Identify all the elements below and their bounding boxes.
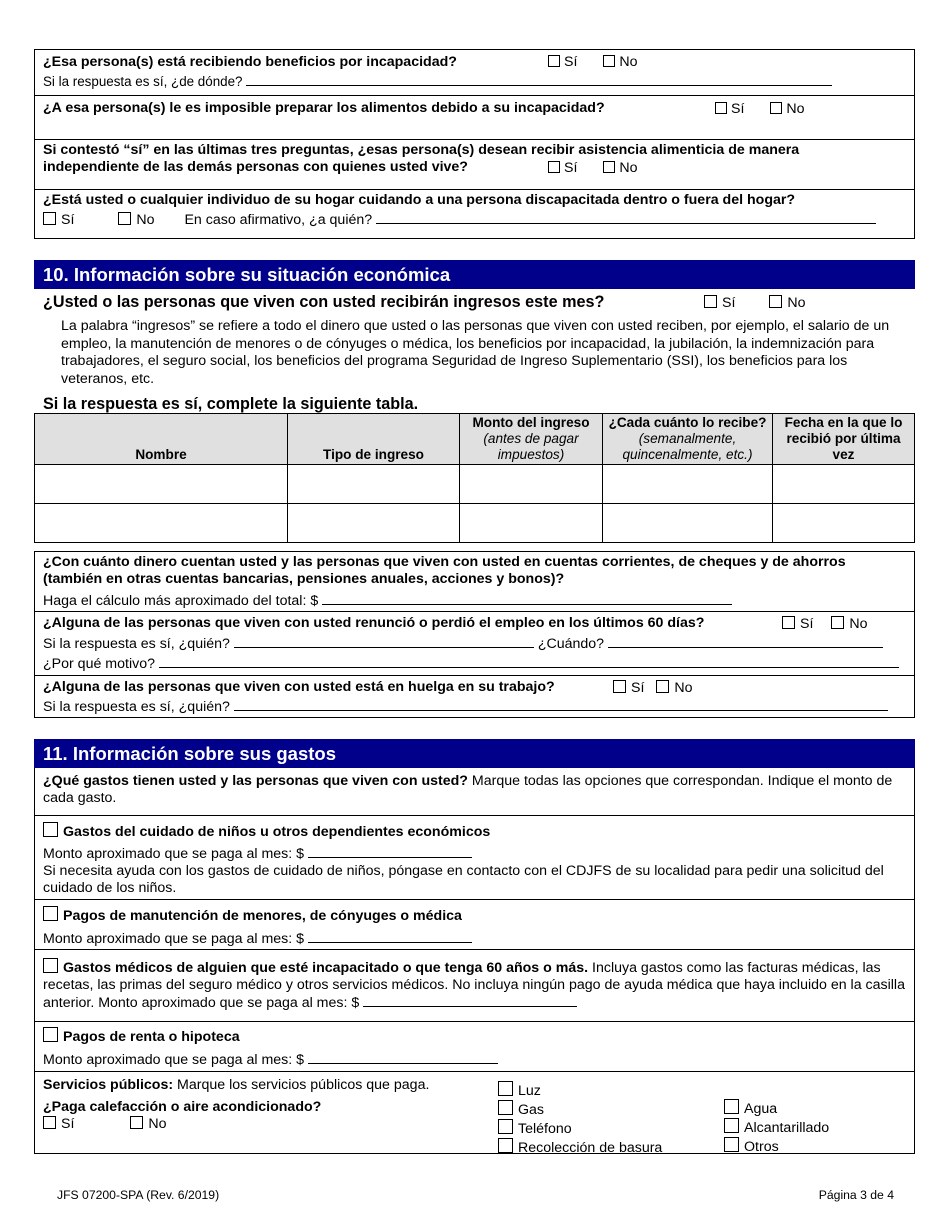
table-row bbox=[35, 465, 915, 504]
column-amount: Monto del ingreso (antes de pagar impuestos) bbox=[460, 414, 603, 465]
caregiver-row: ¿Está usted o cualquier individuo de su hogar cuidando a una persona discapacitada dentro o fuera del hogar? Sí No En caso afirmativo, ¿a quién? bbox=[35, 189, 914, 238]
disability-benefits-yes-checkbox[interactable] bbox=[548, 55, 560, 67]
rent-checkbox[interactable] bbox=[43, 1027, 58, 1042]
job-loss-question: ¿Alguna de las personas que viven con usted renunció o perdió el empleo en los últimos 60 días? bbox=[43, 615, 705, 631]
job-loss-reason-label: ¿Por qué motivo? bbox=[43, 656, 155, 672]
child-care-amount-field[interactable] bbox=[308, 845, 472, 858]
income-frequency-cell[interactable] bbox=[603, 504, 773, 543]
strike-question: ¿Alguna de las personas que viven con usted está en huelga en su trabajo? bbox=[43, 679, 555, 695]
income-amount-cell[interactable] bbox=[460, 504, 603, 543]
form-id: JFS 07200-SPA (Rev. 6/2019) bbox=[57, 1188, 220, 1202]
income-date-cell[interactable] bbox=[773, 465, 915, 504]
column-income-type: Tipo de ingreso bbox=[288, 414, 460, 465]
savings-total-label: Haga el cálculo más aproximado del total: $ bbox=[43, 593, 319, 609]
strike-row: ¿Alguna de las personas que viven con usted está en huelga en su trabajo? Sí No Si la respuesta es sí, ¿quién? bbox=[35, 675, 914, 717]
job-loss-yes-checkbox[interactable] bbox=[782, 616, 795, 629]
column-last-received: Fecha en la que lo recibió por última vez bbox=[773, 414, 915, 465]
medical-expenses-text: Gastos médicos de alguien que esté incapacitado o que tenga 60 años o más. Incluya gastos como las facturas médicas, las recetas, las primas del seguro médico y otros servicios médicos. No incluya ningún pago de ayuda médica que haya incluido en la casilla anterior. Monto aproximado que se paga al mes: $ bbox=[43, 960, 905, 1011]
support-amount-label: Monto aproximado que se paga al mes: $ bbox=[43, 931, 305, 947]
strike-who-field[interactable] bbox=[234, 698, 888, 711]
income-name-cell[interactable] bbox=[35, 504, 288, 543]
disability-questions-box bbox=[34, 49, 915, 239]
meal-preparation-no-checkbox[interactable] bbox=[770, 102, 782, 114]
disability-benefits-no-checkbox[interactable] bbox=[603, 55, 615, 67]
savings-row bbox=[35, 552, 914, 611]
rent-amount-field[interactable] bbox=[308, 1051, 498, 1064]
column-frequency: ¿Cada cuánto lo recibe? (semanalmente, quincenalmente, etc.) bbox=[603, 414, 773, 465]
utility-other[interactable]: Otros bbox=[724, 1137, 829, 1156]
disability-benefits-question: ¿Esa persona(s) está recibiendo beneficios por incapacidad? bbox=[43, 54, 457, 70]
assets-employment-box bbox=[34, 551, 915, 718]
support-amount-field[interactable] bbox=[308, 930, 472, 943]
job-loss-no-checkbox[interactable] bbox=[831, 616, 844, 629]
job-loss-row: ¿Alguna de las personas que viven con usted renunció o perdió el empleo en los últimos 60 días? Sí No Si la respuesta es sí, ¿quién? ¿Cuándo? ¿Por qué motivo? bbox=[35, 611, 914, 675]
heating-question: ¿Paga calefacción o aire acondicionado? bbox=[43, 1099, 322, 1115]
separate-assistance-row: Si contestó “sí” en las últimas tres preguntas, ¿esas persona(s) desean recibir asistencia alimenticia de manera independiente de las demás personas con quienes usted vive? Sí No bbox=[35, 139, 914, 189]
medical-expenses-row bbox=[35, 949, 914, 1021]
child-care-label: Gastos del cuidado de niños u otros dependientes económicos bbox=[63, 824, 491, 840]
meal-preparation-yes-checkbox[interactable] bbox=[715, 102, 727, 114]
disability-benefits-source-label: Si la respuesta es sí, ¿de dónde? bbox=[43, 74, 243, 89]
utility-sewer[interactable]: Alcantarillado bbox=[724, 1118, 829, 1137]
medical-expenses-checkbox[interactable] bbox=[43, 958, 58, 973]
job-loss-when-label: ¿Cuándo? bbox=[537, 636, 605, 652]
income-type-cell[interactable] bbox=[288, 465, 460, 504]
support-payments-checkbox[interactable] bbox=[43, 906, 58, 921]
utility-water[interactable]: Agua bbox=[724, 1099, 829, 1118]
caregiver-who-field[interactable] bbox=[376, 211, 876, 224]
strike-no-checkbox[interactable] bbox=[656, 680, 669, 693]
income-date-cell[interactable] bbox=[773, 504, 915, 543]
child-care-row bbox=[35, 815, 914, 899]
caregiver-question: ¿Está usted o cualquier individuo de su hogar cuidando a una persona discapacitada dentro o fuera del hogar? bbox=[43, 192, 796, 208]
income-table bbox=[34, 413, 915, 543]
utility-electricity[interactable]: Luz bbox=[498, 1081, 662, 1100]
section-10-header bbox=[34, 260, 915, 289]
income-yes-checkbox[interactable] bbox=[704, 295, 717, 308]
utility-phone[interactable]: Teléfono bbox=[498, 1119, 662, 1138]
income-frequency-cell[interactable] bbox=[603, 465, 773, 504]
support-payments-row bbox=[35, 899, 914, 949]
disability-benefits-row: ¿Esa persona(s) está recibiendo beneficios por incapacidad? Sí No Si la respuesta es sí, ¿de dónde? bbox=[35, 50, 914, 95]
job-loss-when-field[interactable] bbox=[608, 635, 883, 648]
child-care-amount-label: Monto aproximado que se paga al mes: $ bbox=[43, 846, 305, 862]
column-name: Nombre bbox=[35, 414, 288, 465]
job-loss-who-label: Si la respuesta es sí, ¿quién? bbox=[43, 636, 230, 652]
child-care-note: Si necesita ayuda con los gastos de cuidado de niños, póngase en contacto con el CDJFS de su localidad para pedir una solicitud del cuidado de los niños. bbox=[43, 863, 884, 896]
heating-yes-checkbox[interactable] bbox=[43, 1116, 56, 1129]
section-11-title: 11. Información sobre sus gastos bbox=[34, 739, 915, 768]
meal-preparation-row: ¿A esa persona(s) le es imposible preparar los alimentos debido a su incapacidad? Sí No bbox=[35, 95, 914, 139]
expenses-intro-row bbox=[35, 768, 914, 815]
meal-preparation-question: ¿A esa persona(s) le es imposible preparar los alimentos debido a su incapacidad? bbox=[43, 100, 605, 116]
section-10-title: 10. Información sobre su situación económica bbox=[34, 260, 915, 289]
utilities-row: Servicios públicos: Marque los servicios públicos que paga. ¿Paga calefacción o aire acondicionado? Sí No Luz Gas Teléfono Recolección de basura Agua Alcantarillado Otros bbox=[35, 1071, 914, 1154]
disability-benefits-source-field[interactable] bbox=[246, 73, 832, 86]
income-table-intro: Si la respuesta es sí, complete la siguiente tabla. bbox=[43, 395, 419, 413]
child-care-checkbox[interactable] bbox=[43, 822, 58, 837]
strike-who-label: Si la respuesta es sí, ¿quién? bbox=[43, 699, 230, 715]
caregiver-yes-checkbox[interactable] bbox=[43, 212, 56, 225]
strike-yes-checkbox[interactable] bbox=[613, 680, 626, 693]
medical-amount-field[interactable] bbox=[363, 994, 577, 1007]
income-table-header bbox=[35, 414, 915, 465]
expenses-box bbox=[34, 739, 915, 1154]
utility-gas[interactable]: Gas bbox=[498, 1100, 662, 1119]
income-name-cell[interactable] bbox=[35, 465, 288, 504]
rent-row bbox=[35, 1021, 914, 1071]
rent-label: Pagos de renta o hipoteca bbox=[63, 1029, 240, 1045]
support-payments-label: Pagos de manutención de menores, de cónyuges o médica bbox=[63, 908, 462, 924]
job-loss-reason-field[interactable] bbox=[159, 655, 899, 668]
savings-total-field[interactable] bbox=[322, 592, 732, 605]
caregiver-no-checkbox[interactable] bbox=[118, 212, 131, 225]
income-explanation: La palabra “ingresos” se refiere a todo el dinero que usted o las personas que viven con usted reciben, por ejemplo, el salario de un empleo, la manutención de menores o de cónyuges o médica, los beneficios por incapacidad, la jubilación, la indemnización para trabajadores, el seguro social, los beneficios del programa Seguridad de Ingreso Suplementario (SSI), los beneficios para los veteranos, etc. bbox=[61, 318, 890, 387]
job-loss-who-field[interactable] bbox=[234, 635, 534, 648]
separate-assistance-question: Si contestó “sí” en las últimas tres preguntas, ¿esas persona(s) desean recibir asistencia alimenticia de manera independiente de las demás personas con quienes usted vive? bbox=[43, 142, 800, 175]
separate-assistance-yes-checkbox[interactable] bbox=[548, 161, 560, 173]
table-row bbox=[35, 504, 915, 543]
page-number: Página 3 de 4 bbox=[818, 1188, 894, 1202]
caregiver-who-label: En caso afirmativo, ¿a quién? bbox=[184, 212, 373, 228]
expenses-intro: ¿Qué gastos tienen usted y las personas que viven con usted? Marque todas las opciones que correspondan. Indique el monto de cada gasto. bbox=[43, 773, 893, 806]
income-amount-cell[interactable] bbox=[460, 465, 603, 504]
heating-no-checkbox[interactable] bbox=[130, 1116, 143, 1129]
income-no-checkbox[interactable] bbox=[769, 295, 782, 308]
income-type-cell[interactable] bbox=[288, 504, 460, 543]
utilities-intro: Servicios públicos: Marque los servicios públicos que paga. bbox=[43, 1077, 430, 1093]
separate-assistance-no-checkbox[interactable] bbox=[603, 161, 615, 173]
utility-trash[interactable]: Recolección de basura bbox=[498, 1138, 662, 1157]
rent-amount-label: Monto aproximado que se paga al mes: $ bbox=[43, 1052, 305, 1068]
income-question: ¿Usted o las personas que viven con usted recibirán ingresos este mes? Sí No bbox=[43, 293, 806, 311]
savings-question: ¿Con cuánto dinero cuentan usted y las personas que viven con usted en cuentas corrientes, de cheques y de ahorros (también en otras cuentas bancarias, pensiones anuales, acciones y bonos)? bbox=[43, 554, 846, 587]
